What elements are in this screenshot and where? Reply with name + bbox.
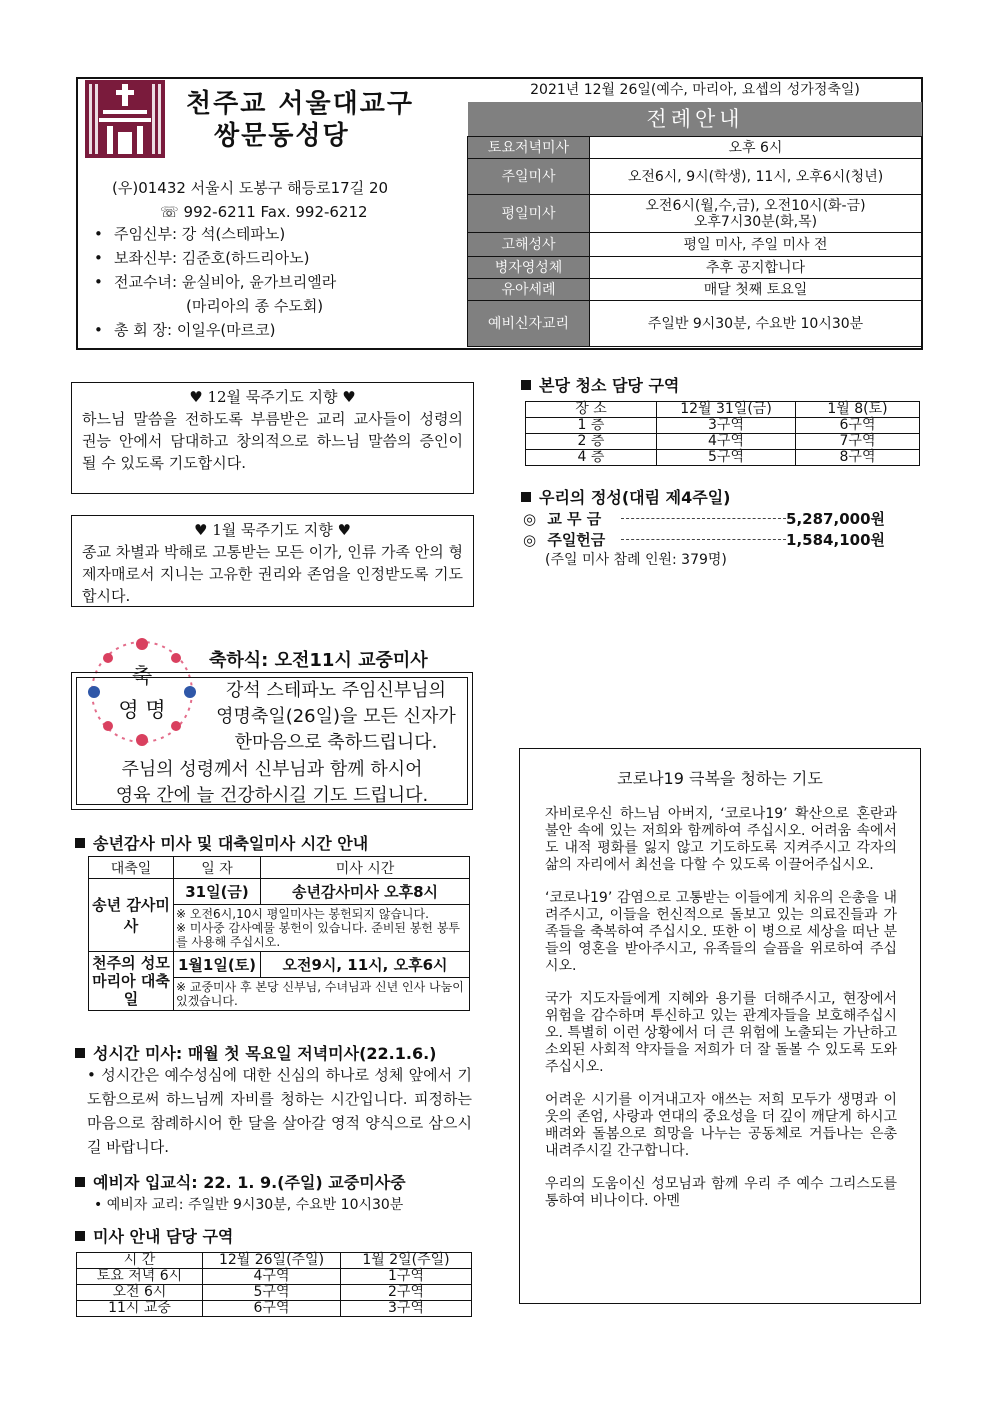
liturgy-row: 유아세례 매달 첫째 토요일 <box>468 279 922 301</box>
square-bullet-icon <box>75 838 85 848</box>
table-row: 대축일 일 자 미사 시간 <box>89 857 470 879</box>
offering-item: ◎ 주일헌금 1,584,100원 <box>523 531 885 549</box>
phone-fax: ☏ 992-6211 Fax. 992-6212 <box>160 203 368 221</box>
square-bullet-icon <box>75 1177 85 1187</box>
cleaning-table <box>525 401 920 466</box>
clergy-item: (마리아의 종 수도회) <box>186 297 324 315</box>
table-row: 토요 저녁 6시 4구역 1구역 <box>77 1269 472 1285</box>
parish-name-line2: 쌍문동성당 <box>214 121 350 151</box>
liturgy-row: 고해성사 평일 미사, 주일 미사 전 <box>468 233 922 257</box>
liturgy-row: 토요저녁미사 오후 6시 <box>468 137 922 159</box>
table-row: 시 간 12월 26일(주일) 1월 2일(주일) <box>77 1253 472 1269</box>
clergy-item: • 보좌신부: 김준호(하드리아노) <box>92 246 336 270</box>
badge-top-text: 축 <box>131 664 153 688</box>
mass-duty-heading: 미사 안내 담당 구역 <box>75 1224 233 1247</box>
attendance-note: (주일 미사 참례 인원: 379명) <box>545 552 727 568</box>
liturgy-row: 평일미사 오전6시(월,수,금), 오전10시(화-금) 오후7시30분(화,목) <box>468 195 922 233</box>
church-logo <box>85 80 165 158</box>
table-row: 장 소 12월 31일(금) 1월 8(토) <box>526 402 920 418</box>
square-bullet-icon <box>521 492 531 502</box>
mass-duty-table <box>76 1252 472 1317</box>
parish-name <box>186 88 414 152</box>
table-row: ※ 교중미사 후 본당 신부님, 수녀님과 신년 인사 나눔이 있겠습니다. <box>89 978 470 1011</box>
bullet: • <box>94 225 103 243</box>
prayer-intention-january <box>71 515 474 607</box>
covid-prayer-title: 코로나19 극복을 청하는 기도 <box>617 769 823 788</box>
table-row: ※ 오전6시,10시 평일미사는 봉헌되지 않습니다. ※ 미사중 감사예물 봉헌이 있습니다. 준비된 봉헌 봉투를 사용해 주십시오. <box>89 905 470 952</box>
catechumen-heading: 예비자 입교식: 22. 1. 9.(주일) 교중미사중 <box>75 1170 406 1193</box>
liturgy-row: 예비신자교리 주일반 9시30분, 수요반 10시30분 <box>468 301 922 347</box>
clergy-item: • 전교수녀: 윤실비아, 윤가브리엘라 <box>92 270 336 294</box>
table-row: 2 층 4구역 7구역 <box>526 434 920 450</box>
square-bullet-icon <box>75 1048 85 1058</box>
clergy-item: • 총 회 장: 이일우(마르코) <box>92 318 336 342</box>
clergy-list <box>92 222 336 342</box>
liturgy-table <box>467 136 922 347</box>
prayer-body: 종교 차별과 박해로 고통받는 모든 이가, 인류 가족 안의 형제자매로서 지니는 고유한 권리와 존엄을 인정받도록 기도합시다. <box>82 543 463 605</box>
table-row: 송년 감사미사 31일(금) 송년감사미사 오후8시 <box>89 879 470 905</box>
prayer-title: ♥ 12월 묵주기도 지향 ♥ <box>189 388 356 406</box>
liturgy-row: 병자영성체 추후 공지합니다 <box>468 257 922 279</box>
address: (우)01432 서울시 도봉구 해등로17길 20 <box>112 179 389 197</box>
liturgy-row: 주일미사 오전6시, 9시(학생), 11시, 오후6시(청년) <box>468 159 922 195</box>
table-row: 오전 6시 5구역 2구역 <box>77 1285 472 1301</box>
prayer-body: 하느님 말씀을 전하도록 부름받은 교리 교사들이 성령의 권능 안에서 담대하고 창의적으로 하느님 말씀의 증인이 될 수 있도록 기도합시다. <box>82 410 463 472</box>
holy-hour-heading: 성시간 미사: 매월 첫 목요일 저녁미사(22.1.6.) <box>75 1041 436 1064</box>
celebration-text: 강석 스테파노 주임신부님의 영명축일(26일)을 모든 신자가 한마음으로 축하드립니다. <box>216 680 456 753</box>
clergy-item: • 주임신부: 강 석(스테파노) <box>92 222 336 246</box>
celebration-heading: 축하식: 오전11시 교중미사 <box>209 650 428 671</box>
bullet: • <box>94 249 103 267</box>
table-row: 11시 교중 6구역 3구역 <box>77 1301 472 1317</box>
bullet: • <box>94 321 103 339</box>
table-row: 1 층 3구역 6구역 <box>526 418 920 434</box>
prayer-intention-december <box>71 382 474 494</box>
bullet: • <box>94 273 103 291</box>
covid-prayer-body: 자비로우신 하느님 아버지, ‘코로나19’ 확산으로 혼란과 불안 속에 있는 저희와 함께하여 주십시오. 어려움 속에서도 내적 평화를 잃지 않고 기도하도록 지켜주시고 각자의 삶의 자리에서 최선을 다할 수 있도록 이끌어주십시오. ‘코로나19’ 감염으로 고통받는 이들에게 치유의 은총을 내려주시고, 이들을 헌신적으로 돌보고 있는 의료진들과 가족들을 축복하여 주십시오. 또한 이 병으로 세상을 떠난 분들의 영혼을 받아주시고, 유족들의 슬픔을 위로하여 주십시오. 국가 지도자들에게 지혜와 용기를 더해주시고, 현장에서 위험을 감수하며 투신하고 있는 관계자들을 보호해주십시오. 특별히 이런 상황에서 더 큰 위험에 노출되는 가난하고 소외된 사회적 약자들을 저희가 더 잘 돌볼 수 있도록 도와주십시오. 어려운 시기를 이겨내고자 애쓰는 저희 모두가 생명과 이웃의 존엄, 사랑과 연대의 중요성을 더 깊이 깨닫게 하시고 배려와 돌봄으로 희망을 나누는 공동체로 거듭나는 은총 내려주시길 간구합니다. 우리의 도움이신 성모님과 함께 우리 주 예수 그리스도를 통하여 비나이다. 아멘 <box>545 806 897 1209</box>
badge-bottom-text: 영 명 <box>118 698 166 722</box>
square-bullet-icon <box>75 1231 85 1241</box>
table-row: 천주의 성모마리아 대축일 1월1일(토) 오전9시, 11시, 오후6시 <box>89 952 470 978</box>
square-bullet-icon <box>521 380 531 390</box>
celebration-text-2: 주님의 성령께서 신부님과 함께 하시어 영육 간에 늘 건강하시길 기도 드립니다. <box>115 759 429 806</box>
prayer-title: ♥ 1월 묵주기도 지향 ♥ <box>194 521 351 539</box>
offering-item: ◎ 교 무 금 5,287,000원 <box>523 510 885 528</box>
cleaning-heading: 본당 청소 담당 구역 <box>521 373 679 396</box>
table-row: 4 층 5구역 8구역 <box>526 450 920 466</box>
bulletin-date: 2021년 12월 26일(예수, 마리아, 요셉의 성가정축일) <box>530 82 860 98</box>
year-end-table <box>88 856 470 1011</box>
year-end-heading: 송년감사 미사 및 대축일미사 시간 안내 <box>75 831 368 854</box>
offering-heading: 우리의 정성(대림 제4주일) <box>521 485 730 508</box>
catechumen-body: • 예비자 교리: 주일반 9시30분, 수요반 10시30분 <box>94 1197 404 1213</box>
parish-name-line1: 천주교 서울대교구 <box>186 89 414 119</box>
liturgy-title: 전례안내 <box>468 102 922 137</box>
holy-hour-body: • 성시간은 예수성심에 대한 신심의 하나로 성체 앞에서 기도함으로써 하느님께 자비를 청하는 시간입니다. 피정하는 마음으로 참례하시어 한 달을 살아갈 영적 양식으로 삼으시길 바랍니다. <box>87 1066 472 1156</box>
